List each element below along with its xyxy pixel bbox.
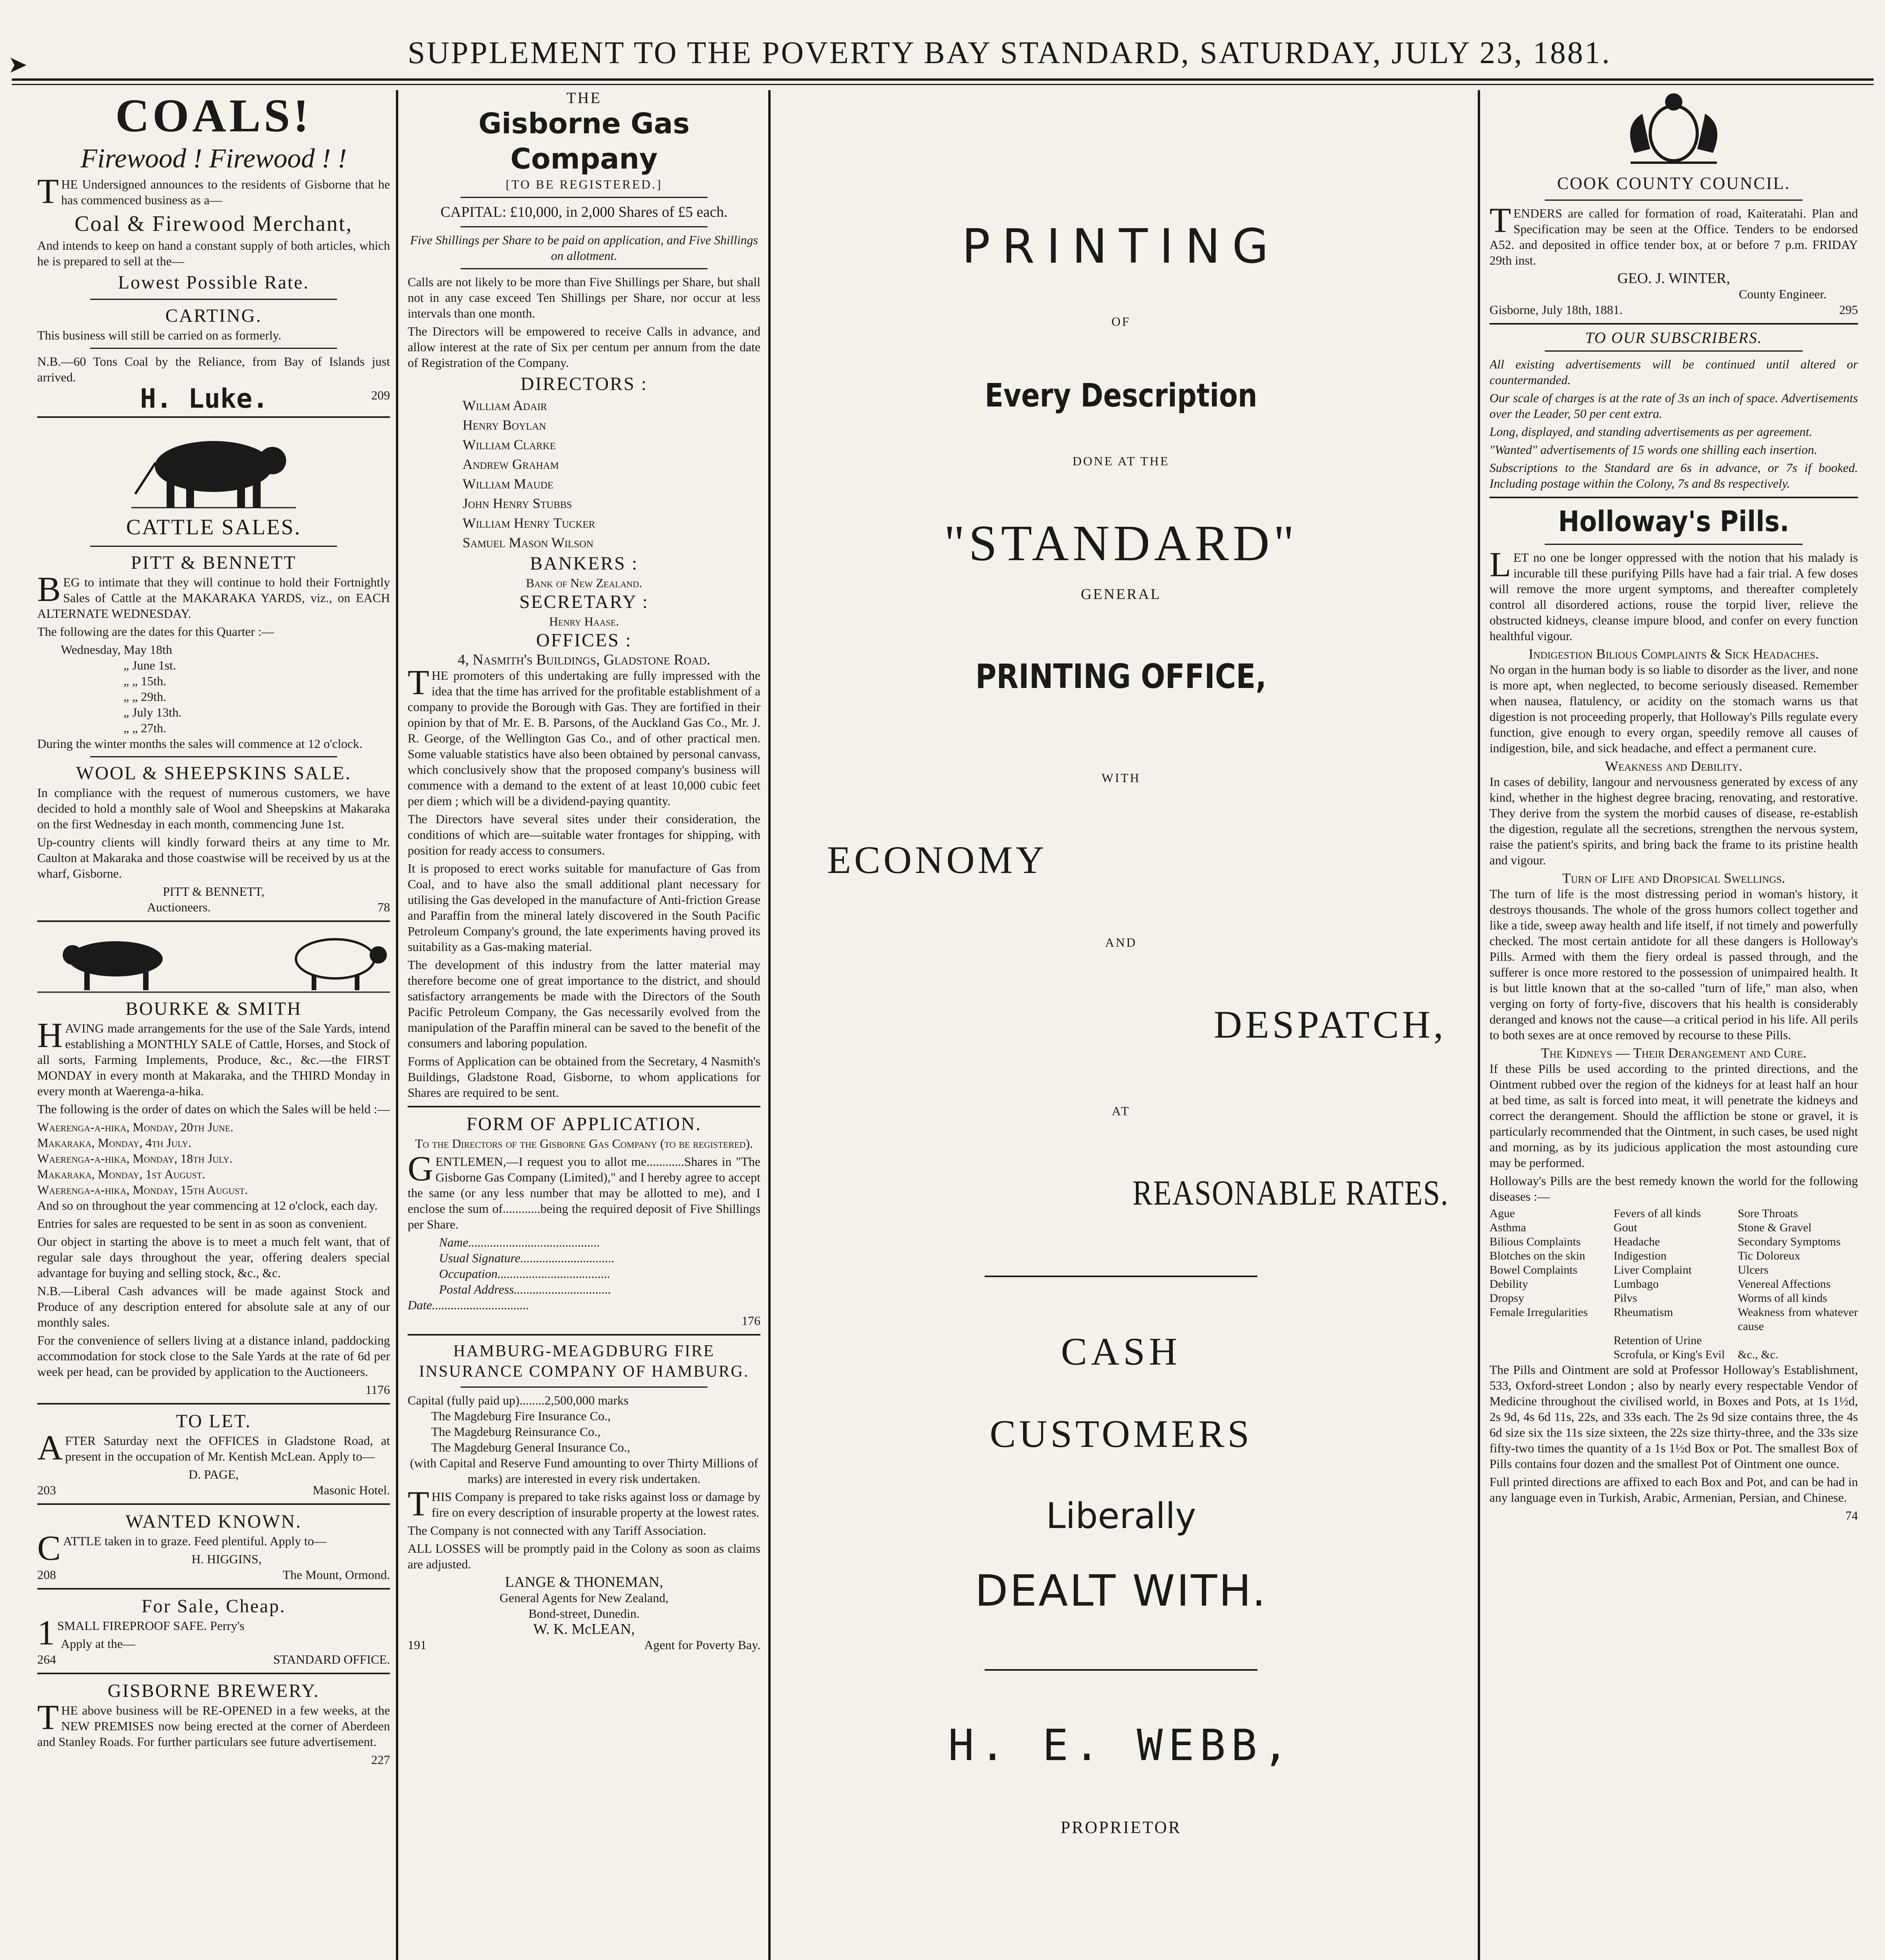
turn-of-life-title: Turn of Life and Dropsical Swellings. <box>1562 870 1785 886</box>
list-item: The Magdeburg Fire Insurance Co., <box>431 1409 611 1423</box>
turn-of-life-text: The turn of life is the most distressing period in woman's history, it destroys thousands. The whole of the gross humors collect together and like a tide, sweep away health and life itself, if not timely and powerfully checked. The most certain antidote for all these dangers is Holloway's Pills. Armed with them the fiery ordeal is passed through, and the sufferer is once more restored to the possession of unimpaired health. It is but little known that at the so-called "turn of life," man also, when verging on forty of forty-five, discovers that his health is considerably deranged and knows not the cause—a critical period in his life. All perils to both sexes are at once removed by recourse to these Pills. <box>1489 887 1858 1042</box>
secretary-title: SECRETARY : <box>519 592 649 612</box>
winter-text: During the winter months the sales will commence at 12 o'clock. <box>37 737 363 751</box>
table-cell: Bilious Complaints <box>1489 1235 1581 1248</box>
full-directions-text: Full printed directions are affixed to each Box and Pot, and can be had in any language even in Turkish, Arabic, Armenian, Persian, and Chinese. <box>1489 1475 1858 1504</box>
calls-text: Calls are not likely to be more than Five Shillings per Share, but shall not in any case exceed Ten Shillings per Share, nor occur at less intervals than one month. <box>408 275 760 320</box>
higgins-address: The Mount, Ormond. <box>283 1568 390 1582</box>
cattle-sales-title: CATTLE SALES. <box>126 515 301 539</box>
divider <box>1489 323 1858 325</box>
list-item: Wednesday, May 18th <box>61 642 172 657</box>
done-at-the: DONE AT THE <box>1072 454 1170 468</box>
list-item: Henry Boylan <box>463 417 546 433</box>
table-cell: Gout <box>1613 1221 1637 1234</box>
gas-body-3: It is proposed to erect works suitable for manufacture of Gas from Coal, and to have also the small additional plant necessary for utilising the Gas developed in the manufacture of Anti-friction Grease and Paraffin from the mineral lately discovered in the South Pacific Petroleum Company's ground, the late experiments having proved its suitability as a Gas-making material. <box>408 861 760 954</box>
ad-number: 209 <box>371 388 390 402</box>
bankers: Bank of New Zealand. <box>526 576 642 590</box>
table-cell: Headache <box>1613 1235 1660 1248</box>
table-cell: Weakness from whatever cause <box>1738 1306 1858 1333</box>
subscribers-title: TO OUR SUBSCRIBERS. <box>1585 329 1762 347</box>
divider <box>1545 544 1803 545</box>
table-cell: Worms of all kinds <box>1738 1292 1827 1305</box>
divider <box>461 226 708 227</box>
gas-company-title: Gisborne Gas Company <box>478 107 690 175</box>
directors-title: DIRECTORS : <box>520 374 648 394</box>
bourke-text: HAVING made arrangements for the use of the Sale Yards, intend establishing a MONTHLY SALE of Cattle, Horses, and Stock of all sorts, Farming Implements, Produce, &c., &c.—the FIRST MONDAY in every month at Makaraka, and the THIRD Monday in every month at Waerenga-a-hika. <box>37 1016 390 1098</box>
diseases-table <box>1489 1207 1858 1362</box>
divider <box>1545 350 1803 352</box>
divider <box>408 1106 760 1107</box>
table-cell: Debility <box>1489 1278 1528 1290</box>
and-word: AND <box>1105 935 1137 949</box>
every-description: Every Description <box>985 377 1257 414</box>
table-cell: Secondary Symptoms <box>1738 1235 1841 1248</box>
table-cell: Scrofula, or King's Evil <box>1613 1348 1725 1361</box>
bull-illustration-icon <box>131 423 296 510</box>
table-cell: Female Irregularities <box>1489 1306 1588 1319</box>
list-item: „ „ 29th. <box>123 690 167 704</box>
form-to: To the Directors of the Gisborne Gas Company (to be registered). <box>415 1136 753 1151</box>
divider <box>461 197 708 198</box>
masthead-rule-thin <box>12 84 1874 85</box>
sub-note-5: Subscriptions to the Standard are 6s in advance, or 7s if booked. Including postage within the Colony, 7s and 8s respectively. <box>1489 461 1858 490</box>
list-item: Waerenga-a-hika, Monday, 20th June. <box>37 1120 234 1134</box>
list-item: Waerenga-a-hika, Monday, 18th July. <box>37 1151 233 1165</box>
object-text: Our object in starting the above is to meet a much felt want, that of regular sale days throughout the year, offering dealers special advantage for buying and selling stock, &c., &c. <box>37 1234 390 1280</box>
printing-word: PRINTING <box>962 220 1281 274</box>
form-signature-field: Usual Signature.............................. <box>439 1251 615 1265</box>
table-cell: Retention of Urine <box>1613 1334 1702 1347</box>
gas-body-1: THE promoters of this undertaking are fully impressed with the idea that the time has arrived for the profitable establishment of a company to provide the Borough with Gas. They are fortified in their opinion by that of Mr. E. B. Parsons, of the Auckland Gas Co., Mr. J. R. George, of the Wellington Gas Co., and of other practical men. Some valuable statistics have also been obtained by personal canvass, which conclusively show that the proposed company's business will commence with a demand to the extent of at least 10,000 cubic feet per diem ; which will be a dividend-paying quantity. <box>408 663 760 808</box>
list-item: William Adair <box>463 397 547 413</box>
form-date-field: Date............................... <box>408 1298 530 1312</box>
gas-body-2: The Directors have several sites under their consideration, the conditions of which are—suitable water frontages for shipping, with position for ready access to consumers. <box>408 812 760 857</box>
weakness-text: In cases of debility, langour and nervousness generated by excess of any kind, whether in the highest degree bracing, renovating, and restorative. They derive from the system the morbid causes of disease, re-establish the digestion, regulate all the secretions, strengthen the nervous system, raise the patient's spirits, and bring back the frame to its pristine health and vigour. <box>1489 775 1858 867</box>
divider <box>90 756 337 757</box>
list-item: William Clarke <box>463 437 556 452</box>
divider <box>90 299 337 300</box>
ad-number: 1176 <box>365 1383 390 1397</box>
table-cell: Lumbago <box>1613 1278 1659 1290</box>
reasonable-rates: REASONABLE RATES. <box>1132 1174 1449 1212</box>
hamburg-tariff: The Company is not connected with any Tariff Association. <box>408 1523 706 1537</box>
list-item: „ „ 15th. <box>123 674 167 688</box>
ad-number: 264 <box>37 1652 56 1666</box>
divider <box>985 1276 1257 1277</box>
gas-the: THE <box>566 90 602 107</box>
ad-number: 176 <box>742 1314 760 1328</box>
wanted-title: WANTED KNOWN. <box>125 1511 302 1532</box>
mclean-agent: Agent for Poverty Bay. <box>644 1638 760 1652</box>
luke-signature: H. Luke. <box>140 383 269 414</box>
table-cell: Fevers of all kinds <box>1613 1207 1701 1220</box>
sub-note-3: Long, displayed, and standing advertisements as per agreement. <box>1489 425 1812 439</box>
table-cell: Blotches on the skin <box>1489 1249 1586 1262</box>
standard-word: "STANDARD" <box>944 515 1298 572</box>
table-cell: Asthma <box>1489 1221 1526 1234</box>
pitt-bennett-header: PITT & BENNETT <box>131 552 297 573</box>
year-text: And so on throughout the year commencing at 12 o'clock, each day. <box>37 1198 378 1212</box>
engineer-title: County Engineer. <box>1739 287 1827 301</box>
list-item: Andrew Graham <box>463 456 559 472</box>
pitt-signature: PITT & BENNETT, <box>163 884 265 898</box>
supply-text: And intends to keep on hand a constant supply of both articles, which he is prepared to sell at the— <box>37 238 390 268</box>
masthead-title: SUPPLEMENT TO THE POVERTY BAY STANDARD, SATURDAY, JULY 23, 1881. <box>408 36 1611 70</box>
liberal-text: N.B.—Liberal Cash advances will be made against Stock and Produce of any description entered for absolute sale at any of our monthly sales. <box>37 1284 390 1329</box>
holloway-title: Holloway's Pills. <box>1558 505 1789 538</box>
brewery-text: THE above business will be RE-OPENED in a few weeks, at the NEW PREMISES now being erected at the corner of Aberdeen and Stanley Roads. For further particulars see future advertisement. <box>37 1698 390 1749</box>
customers-word: CUSTOMERS <box>989 1412 1253 1455</box>
of-word: OF <box>1111 314 1131 328</box>
table-cell: Tic Doloreux <box>1738 1249 1801 1262</box>
divider <box>90 348 337 349</box>
divider <box>1489 497 1858 498</box>
divider <box>461 1387 708 1388</box>
hamburg-losses: ALL LOSSES will be promptly paid in the Colony as soon as claims are adjusted. <box>408 1541 760 1571</box>
ad-number: 295 <box>1839 303 1858 317</box>
list-item: William Henry Tucker <box>463 515 595 531</box>
with-word: WITH <box>1101 771 1141 785</box>
table-cell: Stone & Gravel <box>1738 1221 1812 1234</box>
standard-office: STANDARD OFFICE. <box>273 1652 390 1666</box>
ad-number: 203 <box>37 1483 56 1497</box>
list-item: The Magdeburg General Insurance Co., <box>431 1440 630 1454</box>
despatch-word: DESPATCH, <box>1214 1003 1446 1046</box>
table-cell <box>1489 1334 1610 1348</box>
list-item: The Magdeburg Reinsurance Co., <box>431 1425 601 1439</box>
sub-note-4: "Wanted" advertisements of 15 words one shilling each insertion. <box>1489 443 1817 457</box>
table-cell: Sore Throats <box>1738 1207 1798 1220</box>
wanted-text: CATTLE taken in to graze. Feed plentiful. Apply to— <box>37 1529 327 1568</box>
holloway-intro: LET no one be longer oppressed with the notion that his malady is incurable till these purifying Pills have had a fair trial. A few doses will remove the more urgent symptoms, and thereafter completely control all disordered actions, rouse the torpid liver, relieve the obstructed kidneys, cleanse impure blood, and confer on every function healthful vigour. <box>1489 545 1858 643</box>
entries-text: Entries for sales are requested to be sent in as soon as convenient. <box>37 1216 367 1230</box>
divider <box>37 1403 390 1405</box>
divider <box>37 416 390 418</box>
sub-note-2: Our scale of charges is at the rate of 3s an inch of space. Advertisements over the Leader, 50 per cent extra. <box>1489 391 1858 421</box>
list-item: Samuel Mason Wilson <box>463 535 593 550</box>
ad-number: 191 <box>408 1638 426 1652</box>
page-hotel: Masonic Hotel. <box>312 1483 390 1497</box>
cash-word: CASH <box>1061 1330 1181 1373</box>
bankers-title: BANKERS : <box>530 553 639 574</box>
wool-title: WOOL & SHEEPSKINS SALE. <box>76 763 351 784</box>
merchant-title: Coal & Firewood Merchant, <box>74 212 353 236</box>
page-name: D. PAGE, <box>189 1467 239 1481</box>
hamburg-capital: Capital (fully paid up)........2,500,000 marks <box>408 1393 629 1407</box>
sold-text: The Pills and Ointment are sold at Professor Holloway's Establishment, 533, Oxford-street London ; also by nearly every respectable Vendor of Medicine throughout the civilised world, in Boxes and Pots, at 1s 1½d, 2s 9d, 4s 6d 11s, 22s, and 33s each. The 2s 9d size contains three, the 4s 6d size six the 11s size sixteen, the 22s size thirty-three, and the 33s size fifty-two times the quantity of a 1s 1½d Box or Pot. The smallest Box of Pills contains four dozen and the smallest Pot of Ointment one ounce. <box>1489 1363 1858 1471</box>
form-occupation-field: Occupation.................................... <box>439 1267 611 1281</box>
table-cell: &c., &c. <box>1738 1348 1778 1361</box>
order-intro: The following is the order of dates on which the Sales will be held :— <box>37 1102 390 1116</box>
divider <box>37 1503 390 1505</box>
list-item: Makaraka, Monday, 4th July. <box>37 1136 192 1150</box>
lange-thoneman: LANGE & THONEMAN, <box>505 1574 663 1590</box>
column-3-printing-ad <box>780 90 1462 1960</box>
list-item: „ July 13th. <box>123 705 182 719</box>
to-let-title: TO LET. <box>176 1411 252 1432</box>
column-divider <box>1478 90 1480 1960</box>
tenders-text: TENDERS are called for formation of road, Kaiteratahi. Plan and Specification may be seen at the Office. Tenders to be endorsed A52. and deposited in office tender box, at or before 7 p.m. FRIDAY 29th inst. <box>1489 201 1858 267</box>
sale-dates-list <box>37 642 390 736</box>
ad-number: 74 <box>1845 1508 1858 1523</box>
sub-note-1: All existing advertisements will be continued until altered or countermanded. <box>1489 357 1858 387</box>
carting-text: This business will still be carried on as formerly. <box>37 328 281 342</box>
form-text: GENTLEMEN,—I request you to allot me............Shares in "The Gisborne Gas Company (Limited)," and I hereby agree to accept the same (or any less number that may be allotted to me), and I enclose the sum of............being the required deposit of Five Shillings per Share. <box>408 1149 760 1231</box>
list-item: John Henry Stubbs <box>463 495 572 511</box>
offices-title: OFFICES : <box>536 630 632 651</box>
column-2 <box>408 90 760 1960</box>
table-cell: Venereal Affections <box>1738 1278 1831 1290</box>
indigestion-text: No organ in the human body is so liable to disorder as the liver, and none is more apt, when neglected, to become seriously diseased. Remember when nausea, flatulency, or acidity on the stomach warns us that digestion is not proceeding properly, that Holloway's Pills regulate every function, give enough to every organ, speedily remove all causes of indigestion, bile, and sick headache, and effect a permanent cure. <box>1489 662 1858 755</box>
masthead <box>0 24 1885 82</box>
divider <box>37 1673 390 1674</box>
brewery-title: GISBORNE BREWERY. <box>107 1681 320 1701</box>
divider <box>37 920 390 922</box>
date-line: Gisborne, July 18th, 1881. <box>1489 303 1623 317</box>
hamburg-reserve: (with Capital and Reserve Fund amounting to over Thirty Millions of marks) are interested in every risk undertaken. <box>410 1456 758 1486</box>
list-item: William Maude <box>463 476 553 492</box>
five-shillings: Five Shillings per Share to be paid on application, and Five Shillings on allotment. <box>410 233 758 263</box>
table-cell: Rheumatism <box>1613 1306 1673 1319</box>
column-divider <box>768 90 771 1960</box>
ad-number: 227 <box>371 1753 390 1767</box>
mclean-name: W. K. McLEAN, <box>533 1621 635 1637</box>
divider <box>461 268 708 269</box>
indigestion-title: Indigestion Bilious Complaints & Sick Headaches. <box>1528 646 1819 662</box>
table-cell: Bowel Complaints <box>1489 1263 1578 1276</box>
table-cell: Liver Complaint <box>1613 1263 1692 1276</box>
firewood-title: Firewood ! Firewood ! ! <box>80 143 347 174</box>
carting-title: CARTING. <box>165 305 262 326</box>
general-agents: General Agents for New Zealand, <box>499 1591 669 1605</box>
form-title: FORM OF APPLICATION. <box>466 1114 702 1134</box>
bourke-smith-header: BOURKE & SMITH <box>125 998 302 1019</box>
lowest-rate: Lowest Possible Rate. <box>118 272 310 293</box>
table-cell <box>1489 1348 1610 1362</box>
coals-title: COALS! <box>115 90 312 142</box>
form-name-field: Name.......................................... <box>439 1235 600 1249</box>
column-divider <box>396 90 398 1960</box>
to-let-text: AFTER Saturday next the OFFICES in Gladstone Road, at present in the occupation of Mr. Kentish McLean. Apply to— <box>37 1428 390 1467</box>
webb-name: H. E. WEBB, <box>948 1720 1294 1770</box>
liberally-word: Liberally <box>1046 1495 1196 1537</box>
gas-body-4: The development of this industry from the latter material may therefore become one of great importance to the district, and should satisfactory arrangements be made with the Directors of the South Pacific Petroleum Company, the Gas necessarily evolved from the manipulation of the Paraffin mineral can be saved to the benefit of the consumers and laboring population. <box>408 958 760 1050</box>
for-sale-title: For Sale, Cheap. <box>142 1596 286 1617</box>
winter-name: GEO. J. WINTER, <box>1617 270 1730 287</box>
sellers-text: For the convenience of sellers living at a distance inland, paddocking accommodation for stock close to the Sale Yards at the rate of 6d per week per head, can be provided by application to the Auctioneers. <box>37 1333 390 1379</box>
kidneys-title: The Kidneys — Their Derangement and Cure. <box>1540 1045 1807 1061</box>
table-cell: Indigestion <box>1613 1249 1667 1262</box>
table-cell <box>1738 1334 1858 1348</box>
table-cell: Ague <box>1489 1207 1515 1220</box>
offices: 4, Nasmith's Buildings, Gladstone Road. <box>457 652 711 668</box>
proprietor-label: PROPRIETOR <box>1060 1818 1182 1837</box>
column-4 <box>1489 90 1858 1960</box>
directors-list <box>408 396 760 552</box>
gas-body-5: Forms of Application can be obtained from the Secretary, 4 Nasmith's Buildings, Gladstone Road, Gisborne, to whom applications for Shares are required to be sent. <box>408 1054 760 1100</box>
divider <box>37 1588 390 1590</box>
remedy-intro: Holloway's Pills are the best remedy known the world for the following diseases :— <box>1489 1174 1858 1203</box>
royal-coat-of-arms-icon <box>1489 90 1858 169</box>
hamburg-text: THIS Company is prepared to take risks against loss or damage by fire on every description of insurable property at the lowest rates. <box>408 1485 760 1523</box>
capital-text: CAPITAL: £10,000, in 2,000 Shares of £5 each. <box>440 204 728 220</box>
pointing-hand-icon: ➤ <box>8 51 28 78</box>
kidneys-text: If these Pills be used according to the printed directions, and the Ointment rubbed over the region of the kidneys for at least half an hour at bed time, as salt is forced into meat, it will penetrate the kidneys and correct the derangement. Should the affliction be stone or gravel, it is particularly recommended that the Ointment, in such cases, be used night and morning, as by its judicious application the most astounding cure may be performed. <box>1489 1062 1858 1170</box>
divider <box>90 546 337 547</box>
pitt-intro: BEG to intimate that they will continue to hold their Fortnightly Sales of Cattle at the MAKARAKA YARDS, viz., on EACH ALTERNATE WEDNESDAY. <box>37 570 390 621</box>
secretary: Henry Haase. <box>549 614 619 628</box>
hamburg-title: HAMBURG-MEAGDBURG FIRE INSURANCE COMPANY OF HAMBURG. <box>419 1342 749 1381</box>
registered-note: [TO BE REGISTERED.] <box>506 177 662 191</box>
cattle-and-sheep-illustration-icon <box>37 927 390 994</box>
column-1 <box>37 90 390 1960</box>
ad-number: 78 <box>377 900 390 914</box>
dates-intro: The following are the dates for this Quarter :— <box>37 624 274 639</box>
higgins-name: H. HIGGINS, <box>191 1552 262 1566</box>
table-cell: Ulcers <box>1738 1263 1769 1276</box>
bond-street: Bond-street, Dunedin. <box>528 1606 640 1621</box>
table-cell: Dropsy <box>1489 1292 1524 1305</box>
wool-text: In compliance with the request of numerous customers, we have decided to hold a monthly sale of Wool and Sheepskins at Makaraka on the first Wednesday in each month, commencing June 1st. <box>37 786 390 831</box>
auctioneers-label: Auctioneers. <box>147 900 211 914</box>
coals-intro: THE Undersigned announces to the residents of Gisborne that he has commenced business as a— <box>37 172 390 211</box>
divider <box>1545 200 1803 201</box>
sale-schedule-list <box>37 1119 390 1198</box>
directors-power: The Directors will be empowered to receive Calls in advance, and allow interest at the rate of Six per centum per annum from the date of Registration of the Company. <box>408 324 760 370</box>
apply-text: Apply at the— <box>61 1637 136 1651</box>
divider <box>985 1669 1257 1671</box>
list-item: „ June 1st. <box>123 658 176 672</box>
economy-word: ECONOMY <box>827 838 1047 882</box>
coal-nb: N.B.—60 Tons Coal by the Reliance, from Bay of Islands just arrived. <box>37 354 390 384</box>
list-item: Makaraka, Monday, 1st August. <box>37 1167 205 1181</box>
at-word: AT <box>1112 1104 1130 1118</box>
weakness-title: Weakness and Debility. <box>1605 758 1743 774</box>
table-cell: Pilvs <box>1613 1292 1637 1305</box>
form-address-field: Postal Address............................... <box>439 1282 611 1296</box>
council-title: COOK COUNTY COUNCIL. <box>1557 174 1791 193</box>
safe-text: 1SMALL FIREPROOF SAFE. Perry's <box>37 1613 245 1652</box>
general-word: GENERAL <box>1081 586 1161 603</box>
dealt-with: DEALT WITH. <box>975 1566 1267 1616</box>
wool-text-2: Up-country clients will kindly forward theirs at any time to Mr. Caulton at Makaraka and those coastwise will be received by us at the wharf, Gisborne. <box>37 835 390 880</box>
divider <box>408 1334 760 1336</box>
masthead-rule <box>12 78 1874 81</box>
printing-office: PRINTING OFFICE, <box>975 657 1267 696</box>
ad-number: 208 <box>37 1568 56 1582</box>
list-item: Waerenga-a-hika, Monday, 15th August. <box>37 1183 248 1197</box>
list-item: „ „ 27th. <box>123 721 167 735</box>
